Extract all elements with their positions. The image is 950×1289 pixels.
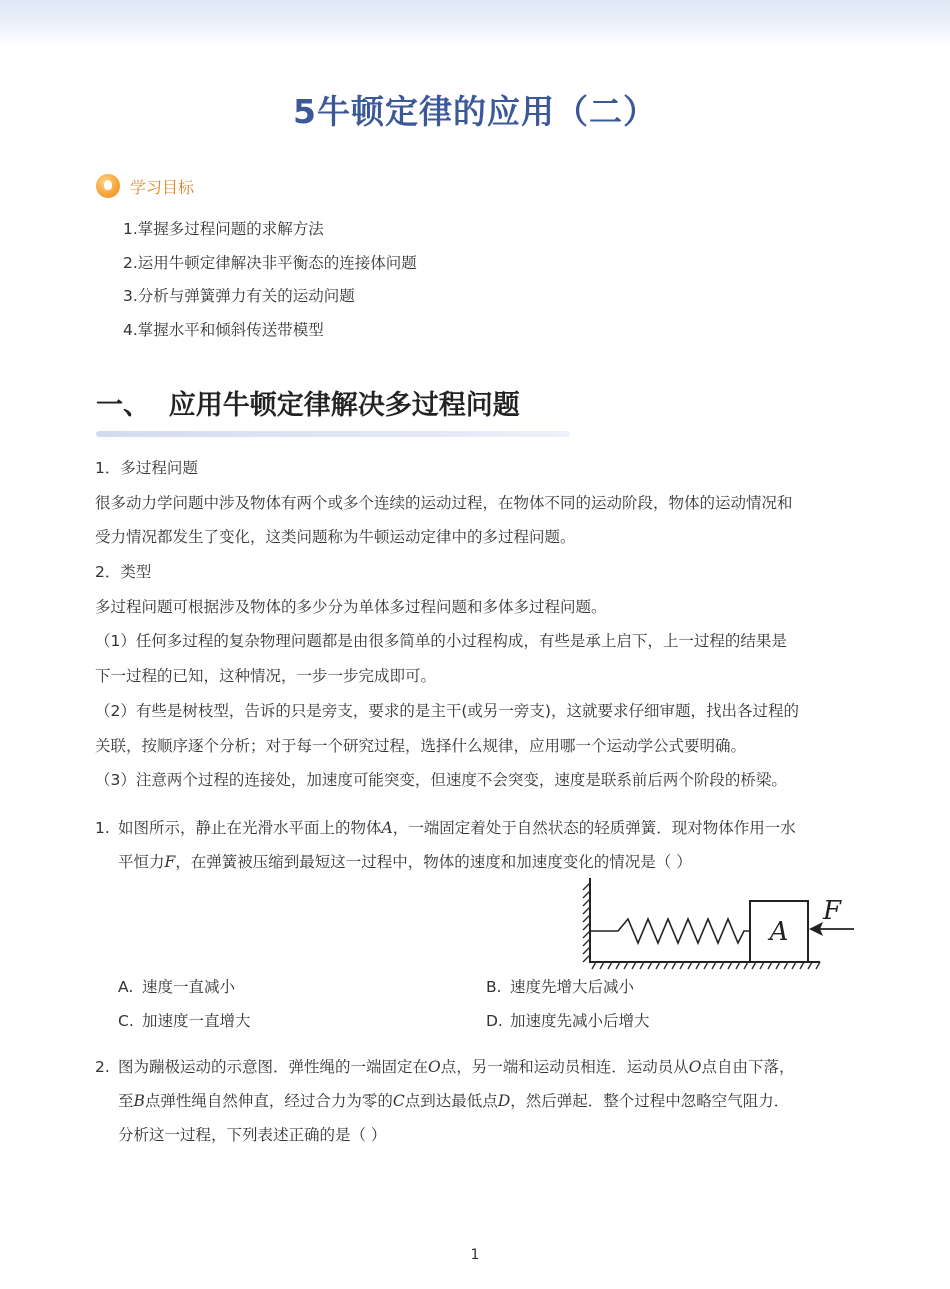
option-b[interactable]: B. 速度先增大后减小 [486, 978, 635, 996]
objectives-list [123, 216, 417, 350]
block-label: A [769, 917, 789, 947]
paragraph-line: （1）任何多过程的复杂物理问题都是由很多简单的小过程构成，有些是承上启下，上一过程的结果是 [95, 632, 787, 651]
lightbulb-icon [96, 174, 120, 198]
paragraph-line: 关联，按顺序逐个分析；对于每一个研究过程，选择什么规律，应用哪一个运动学公式要明确。 [95, 736, 747, 755]
section-underline [96, 431, 570, 437]
paragraph-line: 多过程问题可根据涉及物体的多少分为单体多过程问题和多体多过程问题。 [95, 597, 607, 616]
objectives-header [96, 173, 194, 199]
question-text: 如图所示，静止在光滑水平面上的物体A，一端固定着处于自然状态的轻质弹簧．现对物体作用一水 [118, 819, 796, 837]
question-1 [95, 814, 865, 882]
paragraph-line: 受力情况都发生了变化，这类问题称为牛顿运动定律中的多过程问题。 [95, 528, 576, 547]
objective-item: 4.掌握水平和倾斜传送带模型 [123, 320, 324, 339]
header-band [0, 0, 950, 46]
question-number: 2. [95, 1058, 110, 1076]
paragraph-line: 很多动力学问题中涉及物体有两个或多个连续的运动过程，在物体不同的运动阶段，物体的运动情况和 [95, 493, 793, 512]
objective-item: 3.分析与弹簧弹力有关的运动问题 [123, 287, 355, 305]
objectives-heading: 学习目标 [130, 177, 195, 197]
section-body [95, 454, 857, 801]
question-text: 至B点弹性绳自然伸直，经过合力为零的C点到达最低点D，然后弹起．整个过程中忽略空气阻力． [118, 1092, 790, 1110]
page-title: 5牛顿定律的应用（二） [293, 92, 657, 131]
option-d[interactable]: D. 加速度先减小后增大 [486, 1012, 650, 1030]
option-a[interactable]: A. 速度一直减小 [118, 978, 236, 996]
wall-hatch [583, 883, 590, 962]
spring-block-diagram [580, 875, 860, 970]
section-heading: 一、 应用牛顿定律解决多过程问题 [96, 390, 520, 421]
paragraph-line: 下一过程的已知，这种情况，一步一步完成即可。 [95, 667, 437, 686]
floor-hatch [592, 962, 820, 969]
spring [590, 919, 750, 943]
question-text: 图为蹦极运动的示意图．弹性绳的一端固定在O点，另一端和运动员相连．运动员从O点自由下落， [118, 1058, 795, 1076]
option-c[interactable]: C. 加速度一直增大 [118, 1012, 251, 1030]
paragraph-line: （2）有些是树枝型，告诉的只是旁支，要求的是主干(或另一旁支)，这就要求仔细审题，找出各过程的 [95, 701, 799, 720]
paragraph-line: 2．类型 [95, 563, 152, 582]
question-number: 1. [95, 819, 110, 837]
objective-item: 2.运用牛顿定律解决非平衡态的连接体问题 [123, 253, 417, 272]
question-text: 分析这一过程，下列表述正确的是（ ） [118, 1126, 387, 1144]
paragraph-line: （3）注意两个过程的连接处，加速度可能突变，但速度不会突变，速度是联系前后两个阶段的桥梁。 [95, 771, 787, 790]
objective-item: 1.掌握多过程问题的求解方法 [123, 220, 324, 238]
question-text: 平恒力F，在弹簧被压缩到最短这一过程中，物体的速度和加速度变化的情况是（ ） [118, 853, 692, 871]
page-number: 1 [470, 1247, 480, 1263]
question-2 [95, 1053, 865, 1155]
force-label: F [822, 896, 842, 926]
paragraph-line: 1．多过程问题 [95, 459, 198, 477]
